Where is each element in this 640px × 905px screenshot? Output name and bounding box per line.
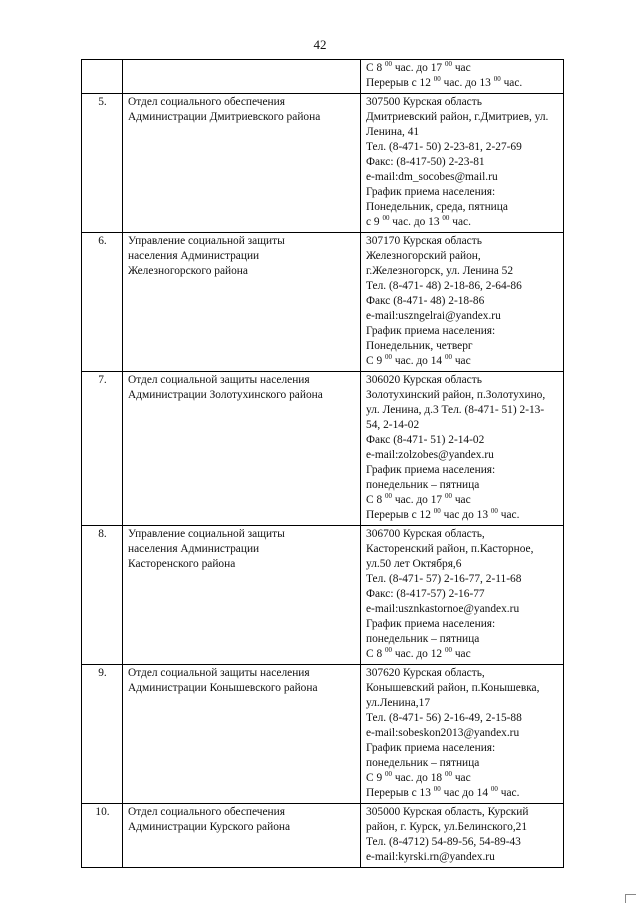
minutes-superscript: 00 [444,60,452,68]
organization-name-line: Администрации Конышевского района [128,682,318,694]
minutes-superscript: 00 [444,492,452,500]
contact-line [366,681,559,696]
contact-text: Понедельник, четверг [366,340,473,352]
contact-text: Золотухинский район, п.Золотухино, [366,389,546,401]
contact-line [366,234,559,249]
contact-text: час. до 14 [392,355,445,367]
contact-line [366,542,559,557]
contact-text: 306700 Курская область, [366,528,485,540]
contact-text: час [451,648,471,660]
organization-name [123,372,361,526]
minutes-superscript: 00 [385,353,392,361]
contact-info [361,526,564,665]
minutes-superscript: 00 [433,507,441,515]
contact-text: понедельник – пятница [366,633,480,645]
contact-text: с 9 [366,216,383,228]
row-number: 5. [82,94,123,233]
organization-name-line: Железногорского района [128,265,248,277]
contact-text: ул.Ленина,17 [366,697,431,709]
contact-line [366,418,559,433]
contact-line [366,835,559,850]
contact-line [366,324,559,339]
minutes-superscript: 00 [444,770,452,778]
contact-text: час до 14 [440,787,491,799]
contact-line [366,403,559,418]
contact-text: Перерыв с 12 [366,77,434,89]
contact-text: С 9 [366,355,385,367]
organization-name [123,233,361,372]
contact-text: Тел. (8-471- 50) 2-23-81, 2-27-69 [366,141,522,153]
row-number: 9. [82,665,123,804]
contact-text: час. [497,509,520,521]
contact-line [366,850,559,865]
minutes-superscript: 00 [433,75,441,83]
contact-info [361,60,564,94]
contact-text: Факс (8-471- 51) 2-14-02 [366,434,485,446]
contact-line [366,170,559,185]
row-number: 8. [82,526,123,665]
contact-text: С 8 [366,62,385,74]
contact-text: Железногорский район, [366,250,481,262]
organization-name-line: Отдел социального обеспечения [128,806,285,818]
contact-line [366,110,559,125]
contact-text: час [451,772,471,784]
contact-text: Перерыв с 12 [366,509,434,521]
scan-corner-mark [625,894,636,903]
table-row [82,60,564,94]
contact-text: e-mail:uszngelrai@yandex.ru [366,310,501,322]
contact-line [366,249,559,264]
contact-text: Тел. (8-4712) 54-89-56, 54-89-43 [366,836,521,848]
contact-text: График приема населения: [366,742,496,754]
contact-line [366,264,559,279]
contact-text: Ленина, 41 [366,126,420,138]
contact-text: График приема населения: [366,186,496,198]
table-row [82,233,564,372]
contact-text: График приема населения: [366,618,496,630]
contact-line [366,647,559,662]
contact-text: 306020 Курская область [366,374,482,386]
contact-text: Факс: (8-417-57) 2-16-77 [366,588,485,600]
row-number: 6. [82,233,123,372]
contact-text: ул.50 лет Октября,6 [366,558,462,570]
contact-text: понедельник – пятница [366,757,480,769]
contact-line [366,125,559,140]
contact-info [361,233,564,372]
contact-text: 305000 Курская область, Курский [366,806,529,818]
row-number [82,60,123,94]
contact-info [361,372,564,526]
organization-name-line: Администрации Золотухинского района [128,389,323,401]
contact-text: С 8 [366,494,385,506]
organization-name-line: Отдел социального обеспечения [128,96,285,108]
contact-text: час. [497,787,520,799]
contact-info [361,94,564,233]
contact-text: час. [500,77,523,89]
organization-name-line: Касторенского района [128,558,236,570]
organization-name-line: Администрации Дмитриевского района [128,111,321,123]
minutes-superscript: 00 [385,770,392,778]
contact-text: e-mail:dm_socobes@mail.ru [366,171,498,183]
table-row [82,526,564,665]
minutes-superscript: 00 [490,785,498,793]
contact-text: час. до 18 [392,772,445,784]
contact-line [366,557,559,572]
contact-text: час [451,494,471,506]
contact-text: час [451,355,471,367]
contact-line [366,771,559,786]
contact-line [366,820,559,835]
contact-text: Конышевский район, п.Конышевка, [366,682,540,694]
contact-line [366,527,559,542]
contact-line [366,448,559,463]
table-row [82,94,564,233]
contact-text: e-mail:usznkastornoe@yandex.ru [366,603,520,615]
organization-name [123,94,361,233]
contact-line [366,493,559,508]
contact-line [366,354,559,369]
contact-text: Касторенский район, п.Касторное, [366,543,534,555]
contact-line [366,309,559,324]
contact-line [366,756,559,771]
contact-line [366,666,559,681]
contact-text: час. до 17 [392,494,445,506]
table-body [82,60,564,868]
minutes-superscript: 00 [385,492,392,500]
contact-text: С 9 [366,772,385,784]
contact-text: понедельник – пятница [366,479,480,491]
contact-text: час. до 13 [389,216,443,228]
contact-line [366,587,559,602]
contact-text: 307500 Курская область [366,96,482,108]
contact-line [366,805,559,820]
contact-text: Дмитриевский район, г.Дмитриев, ул. [366,111,549,123]
contact-line [366,726,559,741]
contact-line [366,339,559,354]
contact-line [366,140,559,155]
minutes-superscript: 00 [444,353,452,361]
contact-text: Перерыв с 13 [366,787,434,799]
minutes-superscript: 00 [493,75,501,83]
contact-line [366,632,559,647]
minutes-superscript: 00 [490,507,498,515]
contact-text: Понедельник, среда, пятница [366,201,508,213]
contact-line [366,572,559,587]
contact-line [366,76,559,91]
contact-line [366,215,559,230]
contact-text: час. до 13 [440,77,494,89]
contact-line [366,711,559,726]
row-number: 7. [82,372,123,526]
contact-text: Факс (8-471- 48) 2-18-86 [366,295,485,307]
contact-line [366,617,559,632]
contact-text: 307620 Курская область, [366,667,485,679]
organization-name [123,804,361,868]
contacts-table [81,59,564,868]
contact-line [366,602,559,617]
organization-name-line: Отдел социальной защиты населения [128,667,310,679]
contact-line [366,279,559,294]
minutes-superscript: 00 [385,646,392,654]
contact-line [366,741,559,756]
contact-text: час до 13 [440,509,491,521]
contact-text: час. [449,216,471,228]
contact-line [366,294,559,309]
contact-text: 54, 2-14-02 [366,419,420,431]
organization-name-line: Администрации Курского района [128,821,291,833]
contact-text: час. до 12 [392,648,445,660]
contact-line [366,95,559,110]
contact-text: e-mail:zolzobes@yandex.ru [366,449,494,461]
organization-name [123,665,361,804]
contact-line [366,508,559,523]
contact-line [366,373,559,388]
contact-text: Тел. (8-471- 56) 2-16-49, 2-15-88 [366,712,522,724]
contact-text: Тел. (8-471- 57) 2-16-77, 2-11-68 [366,573,522,585]
contact-text: район, г. Курск, ул.Белинского,21 [366,821,528,833]
organization-name-line: населения Администрации [128,250,260,262]
organization-name-line: населения Администрации [128,543,260,555]
minutes-superscript: 00 [442,214,450,222]
contact-line [366,155,559,170]
contact-line [366,388,559,403]
minutes-superscript: 00 [444,646,452,654]
table-row [82,372,564,526]
contact-line [366,696,559,711]
page-number: 42 [313,37,327,52]
minutes-superscript: 00 [385,60,392,68]
contact-text: час [451,62,471,74]
contact-info [361,665,564,804]
row-number: 10. [82,804,123,868]
organization-name-line: Отдел социальной защиты населения [128,374,310,386]
contact-text: График приема населения: [366,325,496,337]
contact-line [366,433,559,448]
organization-name [123,60,361,94]
contact-text: 307170 Курская область [366,235,482,247]
minutes-superscript: 00 [433,785,441,793]
organization-name-line: Управление социальной защиты [128,235,285,247]
contact-info [361,804,564,868]
contact-text: e-mail:sobeskon2013@yandex.ru [366,727,520,739]
contact-line [366,463,559,478]
contact-text: час. до 17 [392,62,445,74]
organization-name-line: Управление социальной защиты [128,528,285,540]
contact-line [366,200,559,215]
organization-name [123,526,361,665]
contact-text: Тел. (8-471- 48) 2-18-86, 2-64-86 [366,280,522,292]
contact-text: С 8 [366,648,385,660]
contact-text: г.Железногорск, ул. Ленина 52 [366,265,514,277]
contact-text: e-mail:kyrski.rn@yandex.ru [366,851,495,863]
contact-text: Факс: (8-417-50) 2-23-81 [366,156,485,168]
table-row [82,665,564,804]
contact-text: График приема населения: [366,464,496,476]
minutes-superscript: 00 [382,214,390,222]
contact-line [366,185,559,200]
contact-line [366,478,559,493]
contact-text: ул. Ленина, д.3 Тел. (8-471- 51) 2-13- [366,404,545,416]
contact-line [366,61,559,76]
table-row [82,804,564,868]
contact-line [366,786,559,801]
